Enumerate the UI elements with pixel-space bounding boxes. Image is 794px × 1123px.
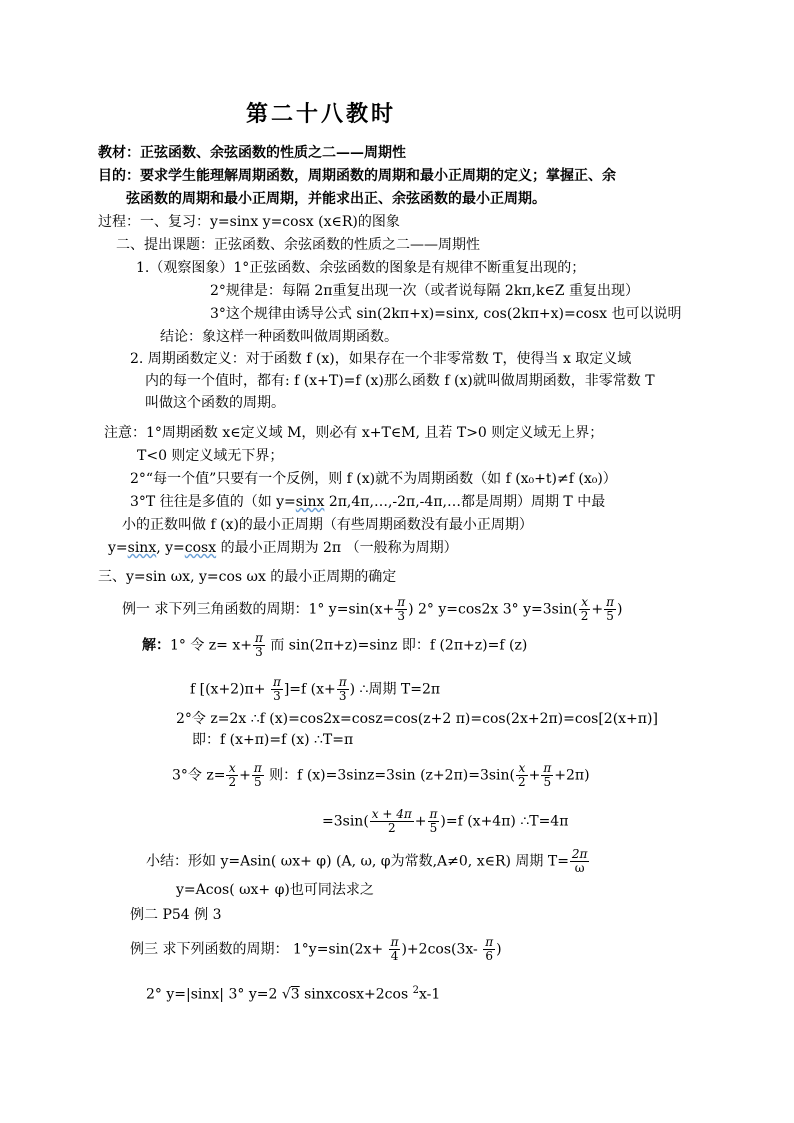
solution-line: 3°令 z= $\frac{x}{2}$ + $\frac{\pi}{5}$ 则：f (x)=3sinz=3sin (z+2π)=3sin( $\frac{x}{2}$ + $\frac{\pi}{5}$ +2π) bbox=[172, 761, 590, 789]
denominator: 5 bbox=[543, 775, 552, 789]
numerator: x + 4π bbox=[371, 807, 412, 821]
fraction bbox=[252, 762, 264, 789]
text-line: 2°规律是：每隔 2π重复出现一次（或者说每隔 2kπ,k∈Z 重复出现） bbox=[210, 283, 639, 299]
text-segment: f [(x+2)π+ bbox=[190, 681, 270, 698]
text-segment: sinx bbox=[127, 540, 157, 556]
numerator: 2π bbox=[571, 847, 588, 861]
text-line: 叫做这个函数的周期。 bbox=[145, 395, 285, 411]
text-segment: , y= bbox=[156, 540, 185, 556]
example-line: 例一 求下列三角函数的周期：1° y=sin(x+ $\frac{\pi}{3}$ ) 2° y=cos2x 3° y=3sin( $\frac{x}{2}$ + $\frac{\pi}{5}$ ) bbox=[122, 595, 623, 623]
text-segment: 2° y=|sinx| 3° y=2 bbox=[146, 986, 282, 1003]
denominator: 2 bbox=[580, 609, 589, 623]
fraction bbox=[226, 762, 238, 789]
text-segment: sinx bbox=[295, 494, 325, 510]
numerator: π bbox=[255, 631, 263, 645]
text-segment: 例三 求下列函数的周期： 1°y=sin(2x+ bbox=[130, 941, 388, 958]
numerator: π bbox=[543, 761, 552, 775]
denominator: 2 bbox=[518, 775, 526, 789]
text-segment: x-1 bbox=[418, 986, 441, 1003]
denominator: 5 bbox=[253, 775, 262, 789]
text-segment: ) 2° y=cos2x 3° y=3sin( bbox=[408, 601, 578, 618]
text-segment: cosx bbox=[184, 540, 217, 556]
denominator: 5 bbox=[606, 609, 614, 623]
text-segment: 3°令 z= bbox=[172, 767, 226, 784]
exponent: 2 bbox=[412, 985, 419, 996]
denominator: 2 bbox=[387, 821, 396, 835]
text-segment: 2π,4π,…,-2π,-4π,…都是周期）周期 T 中最 bbox=[324, 494, 606, 510]
fraction bbox=[483, 936, 495, 963]
denominator: ω bbox=[574, 861, 585, 875]
sqrt-radicand: 3 bbox=[290, 986, 300, 1003]
numerator: x bbox=[579, 596, 591, 610]
fraction bbox=[570, 848, 590, 875]
numerator: π bbox=[338, 675, 347, 689]
numerator: x bbox=[226, 762, 238, 776]
text-segment: y= bbox=[108, 540, 128, 556]
fraction bbox=[428, 808, 440, 835]
solution-line bbox=[190, 676, 440, 703]
text-line: 1.（观察图象）1°正弦函数、余弦函数的图象是有规律不断重复出现的； bbox=[136, 260, 586, 276]
text-segment: 则：f (x)=3sinz=3sin (z+2π)=3sin( bbox=[264, 767, 516, 784]
text-line: 内的每一个值时，都有: f (x+T)=f (x)那么函数 f (x)就叫做周期函数，非零常数 T bbox=[145, 373, 655, 389]
text-segment: +2π) bbox=[554, 767, 590, 784]
text-line: 小的正数叫做 f (x)的最小正周期（有些周期函数没有最小正周期） bbox=[122, 517, 533, 533]
text-line bbox=[130, 493, 605, 511]
fraction bbox=[579, 596, 591, 623]
solution-line: 2°令 z=2x ∴f (x)=cos2x=cosz=cos(z+2 π)=cos(2x+2π)=cos[2(x+π)] bbox=[176, 711, 658, 727]
text-line bbox=[108, 539, 458, 557]
fraction bbox=[541, 762, 553, 789]
numerator: π bbox=[397, 595, 406, 609]
text-line: T<0 则定义域无下界； bbox=[137, 448, 284, 464]
numerator: x bbox=[516, 762, 528, 776]
fraction bbox=[604, 596, 616, 623]
text-segment: )+2cos(3x- bbox=[401, 941, 483, 958]
denominator: 3 bbox=[255, 645, 263, 659]
text-segment: 3°T 往往是多值的（如 y= bbox=[130, 494, 296, 510]
fraction bbox=[395, 596, 407, 623]
denominator: 3 bbox=[397, 609, 405, 623]
text-segment: ) bbox=[496, 941, 502, 958]
numerator: π bbox=[390, 935, 399, 949]
text-line: 教材：正弦函数、余弦函数的性质之二——周期性 bbox=[98, 145, 406, 161]
fraction bbox=[337, 676, 349, 703]
text-line: 2°“每一个值”只要有一个反例，则 f (x)就不为周期函数（如 f (x₀+t)≠f (x₀)） bbox=[130, 471, 617, 487]
text-segment: 而 sin(2π+z)=sinz 即：f (2π+z)=f (z) bbox=[265, 637, 528, 654]
solution-line: =3sin( $\frac{x + 4\pi}{2}$ + $\frac{\pi}{5}$ )=f (x+4π) ∴T=4π bbox=[322, 807, 569, 835]
fraction bbox=[370, 808, 414, 835]
solution-label: 解： bbox=[142, 637, 170, 654]
text-segment: ) bbox=[617, 601, 623, 618]
text-segment: ]=f (x+ bbox=[283, 681, 336, 698]
text-line: 3°这个规律由诱导公式 sin(2kπ+x)=sinx, cos(2kπ+x)=cosx 也可以说明 bbox=[210, 306, 682, 322]
section-heading: 三、y=sin ωx, y=cos ωx 的最小正周期的确定 bbox=[98, 569, 397, 585]
numerator: π bbox=[485, 935, 494, 949]
text-line: 二、提出课题：正弦函数、余弦函数的性质之二——周期性 bbox=[116, 237, 480, 253]
fraction bbox=[253, 632, 265, 659]
numerator: π bbox=[253, 761, 262, 775]
fraction bbox=[271, 676, 283, 703]
fraction bbox=[389, 936, 401, 963]
example-line bbox=[146, 982, 440, 1004]
numerator: π bbox=[272, 675, 281, 689]
numerator: π bbox=[429, 807, 438, 821]
text-segment: sinxcosx+2cos bbox=[299, 986, 413, 1003]
text-segment: 例一 求下列三角函数的周期：1° y=sin(x+ bbox=[122, 601, 395, 618]
sqrt-sign: √ bbox=[281, 986, 291, 1003]
text-segment: 1° 令 z= x+ bbox=[170, 637, 252, 654]
text-line: 弦函数的周期和最小正周期，并能求出正、余弦函数的最小正周期。 bbox=[126, 191, 546, 207]
text-segment: 小结：形如 y=Asin( ωx+ φ) (A, ω, φ为常数,A≠0, x∈R) 周期 T= bbox=[146, 853, 569, 870]
text-segment: ) ∴周期 T=2π bbox=[349, 681, 441, 698]
text-line: 过程：一、复习：y=sinx y=cosx (x∈R)的图象 bbox=[98, 214, 400, 230]
numerator: π bbox=[606, 595, 615, 609]
summary-line: y=Acos( ωx+ φ)也可同法求之 bbox=[176, 882, 374, 898]
text-line: 目的：要求学生能理解周期函数，周期函数的周期和最小正周期的定义；掌握正、余 bbox=[98, 168, 616, 184]
denominator: 3 bbox=[338, 689, 347, 703]
text-line: 2. 周期函数定义：对于函数 f (x)，如果存在一个非零常数 T，使得当 x 取定义域 bbox=[130, 351, 632, 367]
solution-line bbox=[142, 632, 527, 659]
text-segment: 的最小正周期为 2π （一般称为周期） bbox=[216, 540, 458, 556]
example-line bbox=[130, 936, 502, 963]
text-line: 结论：象这样一种函数叫做周期函数。 bbox=[160, 329, 398, 345]
summary-line bbox=[146, 848, 590, 875]
text-segment: =3sin( bbox=[322, 813, 369, 830]
example-line: 例二 P54 例 3 bbox=[130, 907, 222, 923]
denominator: 5 bbox=[429, 821, 438, 835]
solution-line: 即：f (x+π)=f (x) ∴T=π bbox=[192, 732, 354, 748]
denominator: 6 bbox=[485, 949, 493, 963]
denominator: 2 bbox=[228, 775, 237, 789]
fraction bbox=[516, 762, 528, 789]
text-segment: )=f (x+4π) ∴T=4π bbox=[440, 813, 569, 830]
text-line: 注意：1°周期函数 x∈定义域 M，则必有 x+T∈M, 且若 T>0 则定义域无上界； bbox=[104, 425, 604, 441]
page-title: 第二十八教时 bbox=[246, 102, 397, 127]
denominator: 4 bbox=[390, 949, 399, 963]
denominator: 3 bbox=[273, 689, 281, 703]
